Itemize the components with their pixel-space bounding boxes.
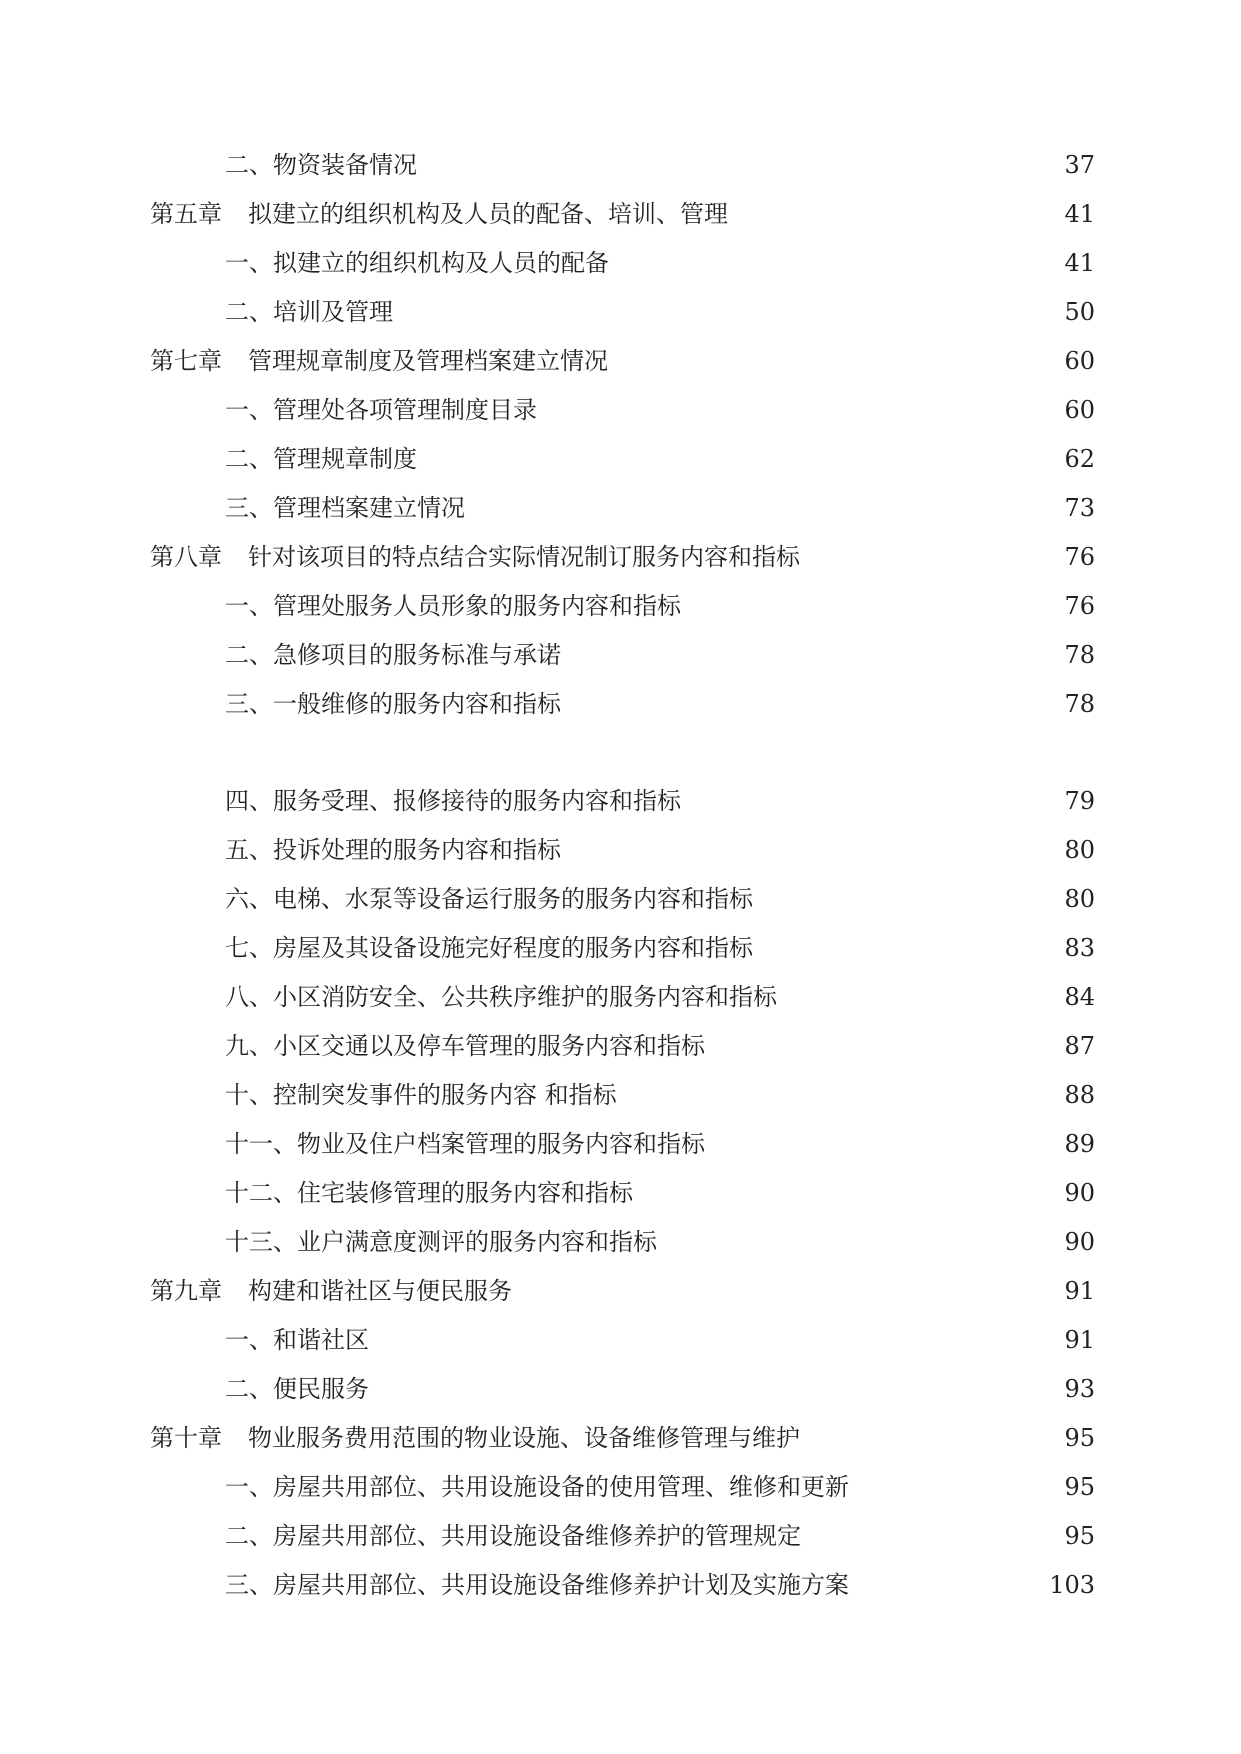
toc-chapter-entry[interactable] xyxy=(150,337,1095,386)
toc-chapter-entry[interactable] xyxy=(150,1267,1095,1316)
section-title: 十、控制突发事件的服务内容 和指标 xyxy=(225,1081,617,1109)
toc-page-number: 80 xyxy=(1064,885,1095,913)
toc-page-number: 90 xyxy=(1064,1179,1095,1207)
toc-entry-title xyxy=(225,973,777,1022)
section-title: 十一、物业及住户档案管理的服务内容和指标 xyxy=(225,1130,705,1158)
toc-entry-title xyxy=(225,1218,657,1267)
toc-entry-title xyxy=(225,484,465,533)
section-title: 三、管理档案建立情况 xyxy=(225,494,465,522)
toc-page-number: 73 xyxy=(1064,494,1095,522)
section-title: 二、房屋共用部位、共用设施设备维修养护的管理规定 xyxy=(225,1522,801,1550)
section-title: 十三、业户满意度测评的服务内容和指标 xyxy=(225,1228,657,1256)
toc-page-number: 60 xyxy=(1064,396,1095,424)
toc-entry-title xyxy=(225,777,681,826)
toc-section-entry[interactable] xyxy=(150,1169,1095,1218)
toc-entry-title xyxy=(225,1561,849,1610)
toc-section-entry[interactable] xyxy=(150,777,1095,826)
section-title: 三、房屋共用部位、共用设施设备维修养护计划及实施方案 xyxy=(225,1571,849,1599)
toc-section-entry[interactable] xyxy=(150,582,1095,631)
chapter-title: 物业服务费用范围的物业设施、设备维修管理与维护 xyxy=(248,1424,800,1452)
section-title: 九、小区交通以及停车管理的服务内容和指标 xyxy=(225,1032,705,1060)
toc-entry-title xyxy=(225,875,753,924)
toc-page-number: 76 xyxy=(1064,543,1095,571)
toc-section-entry[interactable] xyxy=(150,924,1095,973)
section-title: 二、急修项目的服务标准与承诺 xyxy=(225,641,561,669)
toc-entry-title xyxy=(150,1414,800,1463)
toc-page-number: 87 xyxy=(1064,1032,1095,1060)
toc-section-entry[interactable] xyxy=(150,1463,1095,1512)
toc-page-number: 60 xyxy=(1064,347,1095,375)
toc-section-entry[interactable] xyxy=(150,1022,1095,1071)
toc-section-entry[interactable] xyxy=(150,1561,1095,1610)
toc-section-entry[interactable] xyxy=(150,435,1095,484)
toc-entry-title xyxy=(225,239,609,288)
toc-page-number: 50 xyxy=(1064,298,1095,326)
toc-entry-title xyxy=(225,1512,801,1561)
toc-chapter-entry[interactable] xyxy=(150,1414,1095,1463)
toc-entry-title xyxy=(150,190,728,239)
table-of-contents xyxy=(150,141,1095,1610)
toc-page-number: 84 xyxy=(1064,983,1095,1011)
section-title: 一、房屋共用部位、共用设施设备的使用管理、维修和更新 xyxy=(225,1473,849,1501)
toc-page-number: 89 xyxy=(1064,1130,1095,1158)
toc-page-number: 88 xyxy=(1064,1081,1095,1109)
section-title: 五、投诉处理的服务内容和指标 xyxy=(225,836,561,864)
toc-entry-title xyxy=(225,141,417,190)
toc-entry-title xyxy=(150,337,608,386)
toc-page-number: 62 xyxy=(1064,445,1095,473)
toc-section-entry[interactable] xyxy=(150,973,1095,1022)
chapter-label: 第五章 xyxy=(150,200,222,228)
section-title: 八、小区消防安全、公共秩序维护的服务内容和指标 xyxy=(225,983,777,1011)
chapter-label: 第九章 xyxy=(150,1277,222,1305)
toc-page-number: 103 xyxy=(1049,1571,1095,1599)
section-title: 二、培训及管理 xyxy=(225,298,393,326)
toc-page-number: 91 xyxy=(1064,1277,1095,1305)
toc-section-entry[interactable] xyxy=(150,1316,1095,1365)
toc-section-entry[interactable] xyxy=(150,1071,1095,1120)
toc-entry-title xyxy=(225,1365,369,1414)
toc-page-number: 90 xyxy=(1064,1228,1095,1256)
section-title: 一、拟建立的组织机构及人员的配备 xyxy=(225,249,609,277)
toc-section-entry[interactable] xyxy=(150,1120,1095,1169)
toc-section-entry[interactable] xyxy=(150,141,1095,190)
toc-section-entry[interactable] xyxy=(150,1365,1095,1414)
chapter-label: 第八章 xyxy=(150,543,222,571)
toc-page-number: 91 xyxy=(1064,1326,1095,1354)
section-title: 四、服务受理、报修接待的服务内容和指标 xyxy=(225,787,681,815)
section-title: 一、管理处各项管理制度目录 xyxy=(225,396,537,424)
section-title: 六、电梯、水泵等设备运行服务的服务内容和指标 xyxy=(225,885,753,913)
section-title: 二、管理规章制度 xyxy=(225,445,417,473)
toc-page-number: 95 xyxy=(1064,1473,1095,1501)
chapter-label: 第七章 xyxy=(150,347,222,375)
toc-page-number: 78 xyxy=(1064,690,1095,718)
toc-entry-title xyxy=(225,582,681,631)
toc-section-entry[interactable] xyxy=(150,631,1095,680)
chapter-title: 构建和谐社区与便民服务 xyxy=(248,1277,512,1305)
toc-section-entry[interactable] xyxy=(150,680,1095,729)
toc-page-number: 80 xyxy=(1064,836,1095,864)
toc-section-entry[interactable] xyxy=(150,484,1095,533)
toc-section-entry[interactable] xyxy=(150,288,1095,337)
toc-page-number: 95 xyxy=(1064,1522,1095,1550)
toc-entry-title xyxy=(225,1120,705,1169)
toc-entry-title xyxy=(225,1022,705,1071)
toc-entry-title xyxy=(225,1316,369,1365)
toc-entry-title xyxy=(225,924,753,973)
toc-section-entry[interactable] xyxy=(150,1218,1095,1267)
toc-entry-title xyxy=(225,386,537,435)
toc-page-number: 76 xyxy=(1064,592,1095,620)
chapter-title: 拟建立的组织机构及人员的配备、培训、管理 xyxy=(248,200,728,228)
toc-entry-title xyxy=(225,1463,849,1512)
toc-entry-title xyxy=(225,288,393,337)
section-title: 七、房屋及其设备设施完好程度的服务内容和指标 xyxy=(225,934,753,962)
toc-entry-title xyxy=(150,1267,512,1316)
section-title: 一、管理处服务人员形象的服务内容和指标 xyxy=(225,592,681,620)
toc-entry-title xyxy=(225,680,561,729)
toc-section-entry[interactable] xyxy=(150,239,1095,288)
toc-page-number: 41 xyxy=(1064,200,1095,228)
section-title: 一、和谐社区 xyxy=(225,1326,369,1354)
toc-chapter-entry[interactable] xyxy=(150,190,1095,239)
toc-page-number: 41 xyxy=(1064,249,1095,277)
toc-entry-title xyxy=(150,533,800,582)
toc-page-number: 37 xyxy=(1064,151,1095,179)
toc-page-number: 95 xyxy=(1064,1424,1095,1452)
toc-chapter-entry[interactable] xyxy=(150,533,1095,582)
toc-page-number: 78 xyxy=(1064,641,1095,669)
toc-entry-title xyxy=(225,435,417,484)
chapter-title: 管理规章制度及管理档案建立情况 xyxy=(248,347,608,375)
toc-entry-title xyxy=(225,826,561,875)
toc-page-number: 79 xyxy=(1064,787,1095,815)
toc-entry-title xyxy=(225,1071,617,1120)
toc-section-entry[interactable] xyxy=(150,1512,1095,1561)
section-title: 二、物资装备情况 xyxy=(225,151,417,179)
toc-section-entry[interactable] xyxy=(150,875,1095,924)
toc-section-entry[interactable] xyxy=(150,386,1095,435)
section-title: 三、一般维修的服务内容和指标 xyxy=(225,690,561,718)
toc-entry-title xyxy=(225,631,561,680)
section-title: 二、便民服务 xyxy=(225,1375,369,1403)
section-title: 十二、住宅装修管理的服务内容和指标 xyxy=(225,1179,633,1207)
toc-page-number: 83 xyxy=(1064,934,1095,962)
toc-entry-title xyxy=(225,1169,633,1218)
chapter-label: 第十章 xyxy=(150,1424,222,1452)
toc-section-entry[interactable] xyxy=(150,826,1095,875)
chapter-title: 针对该项目的特点结合实际情况制订服务内容和指标 xyxy=(248,543,800,571)
toc-page-number: 93 xyxy=(1064,1375,1095,1403)
